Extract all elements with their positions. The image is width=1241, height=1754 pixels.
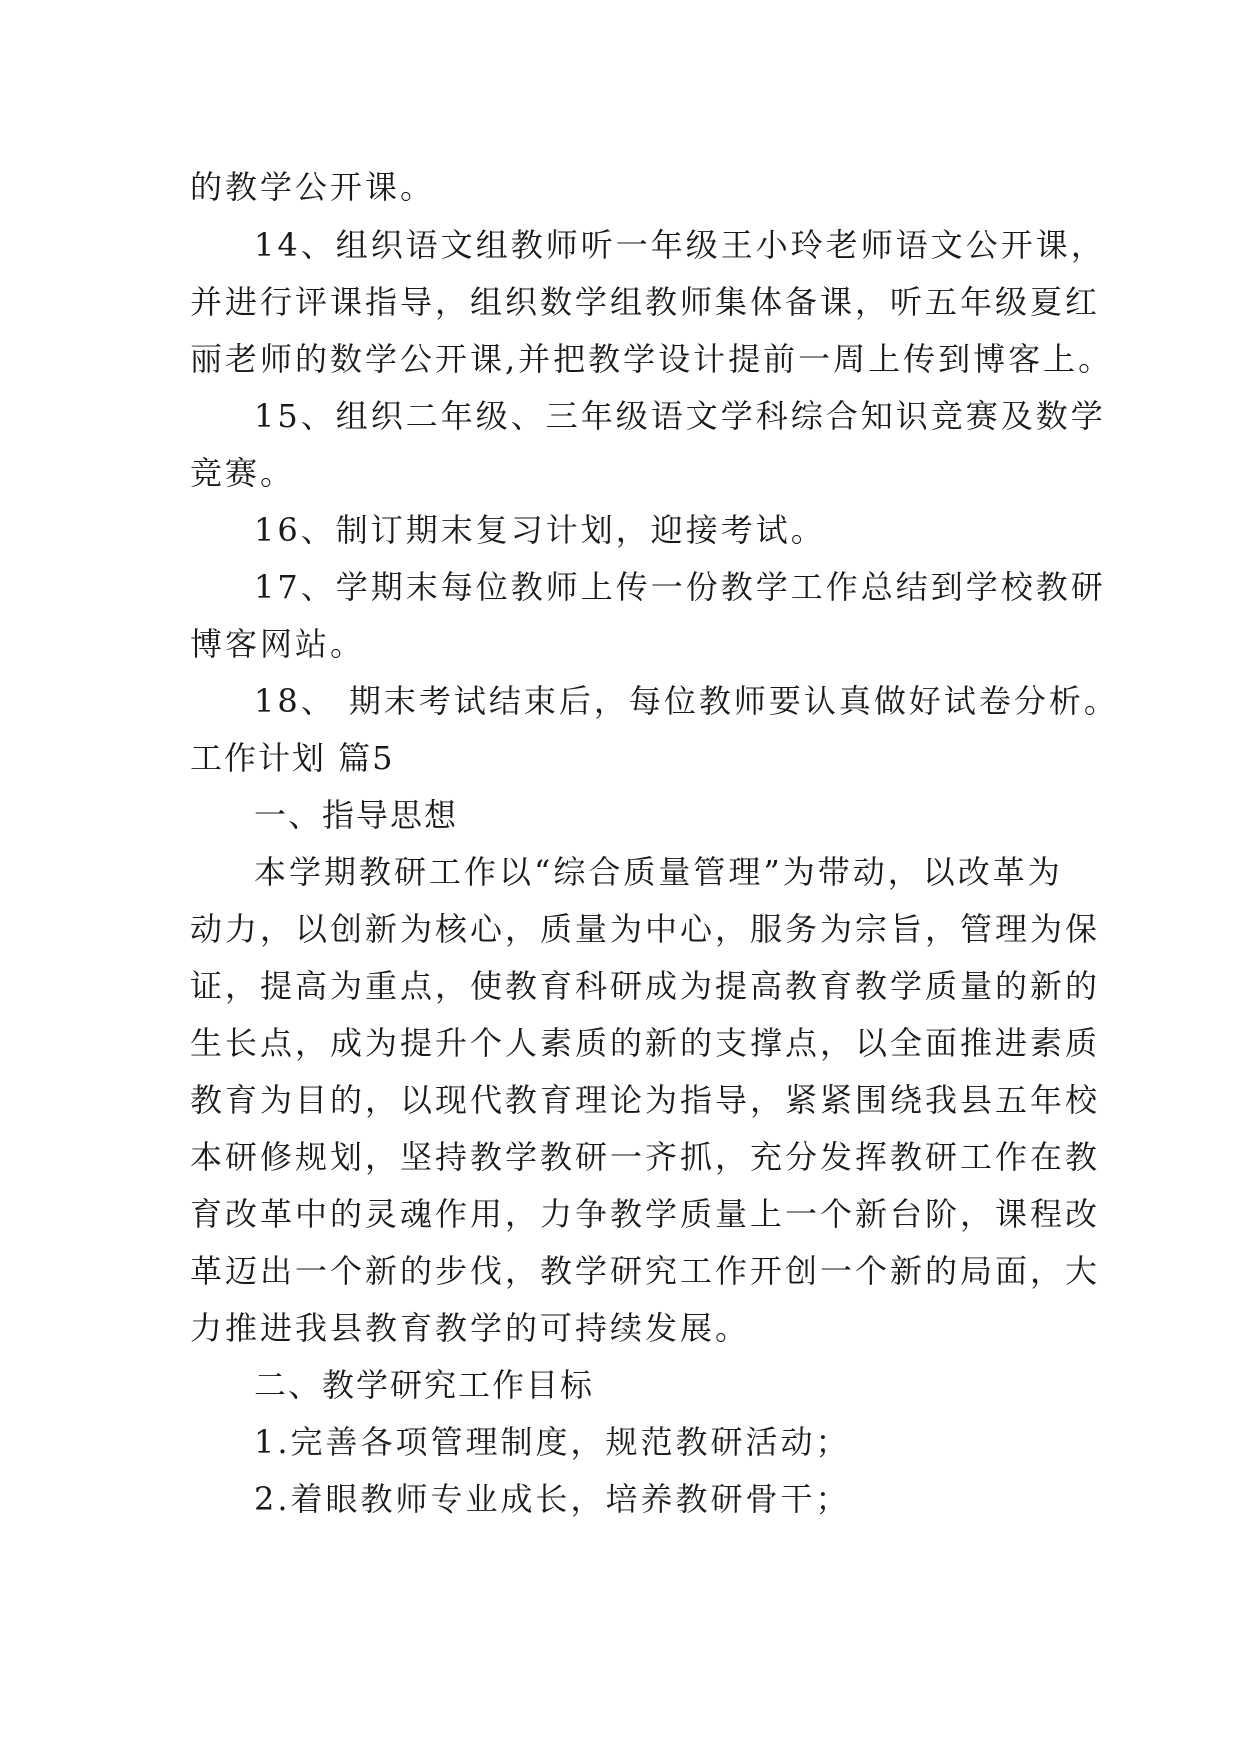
list-item-15: 15、组织二年级、三年级语文学科综合知识竞赛及数学 <box>254 397 1106 435</box>
section-heading-2: 二、教学研究工作目标 <box>254 1366 595 1404</box>
section-title: 工作计划 篇5 <box>190 739 395 777</box>
paragraph-line: 动力，以创新为核心，质量为中心，服务为宗旨，管理为保 <box>190 910 1101 948</box>
list-item-17: 17、学期末每位教师上传一份教学工作总结到学校教研 <box>254 568 1106 606</box>
text-line: 的教学公开课。 <box>190 168 436 206</box>
paragraph-line: 育改革中的灵魂作用，力争教学质量上一个新台阶，课程改 <box>190 1195 1101 1233</box>
goal-item-1: 1.完善各项管理制度，规范教研活动； <box>254 1423 851 1461</box>
paragraph-line: 证，提高为重点，使教育科研成为提高教育教学质量的新的 <box>190 967 1101 1005</box>
text-line: 丽老师的数学公开课,并把教学设计提前一周上传到博客上。 <box>190 340 1114 378</box>
list-item-14: 14、组织语文组教师听一年级王小玲老师语文公开课， <box>254 226 1106 264</box>
paragraph-line: 教育为目的，以现代教育理论为指导，紧紧围绕我县五年校 <box>190 1081 1101 1119</box>
paragraph-line: 力推进我县教育教学的可持续发展。 <box>190 1309 751 1347</box>
paragraph-line: 革迈出一个新的步伐，教学研究工作开创一个新的局面，大 <box>190 1252 1101 1290</box>
goal-item-2: 2.着眼教师专业成长，培养教研骨干； <box>254 1480 851 1518</box>
list-item-16: 16、制订期末复习计划，迎接考试。 <box>254 511 826 549</box>
paragraph-line: 本研修规划，坚持教学教研一齐抓，充分发挥教研工作在教 <box>190 1138 1101 1176</box>
text-line: 竞赛。 <box>190 454 296 492</box>
paragraph-line: 生长点，成为提升个人素质的新的支撑点，以全面推进素质 <box>190 1024 1101 1062</box>
section-heading-1: 一、指导思想 <box>254 796 459 834</box>
text-line: 并进行评课指导，组织数学组教师集体备课，听五年级夏红 <box>190 283 1101 321</box>
list-item-18: 18、 期末考试结束后，每位教师要认真做好试卷分析。 <box>254 682 1119 720</box>
paragraph-line: 本学期教研工作以“综合质量管理”为带动，以改革为 <box>254 853 1063 891</box>
text-line: 博客网站。 <box>190 625 366 663</box>
